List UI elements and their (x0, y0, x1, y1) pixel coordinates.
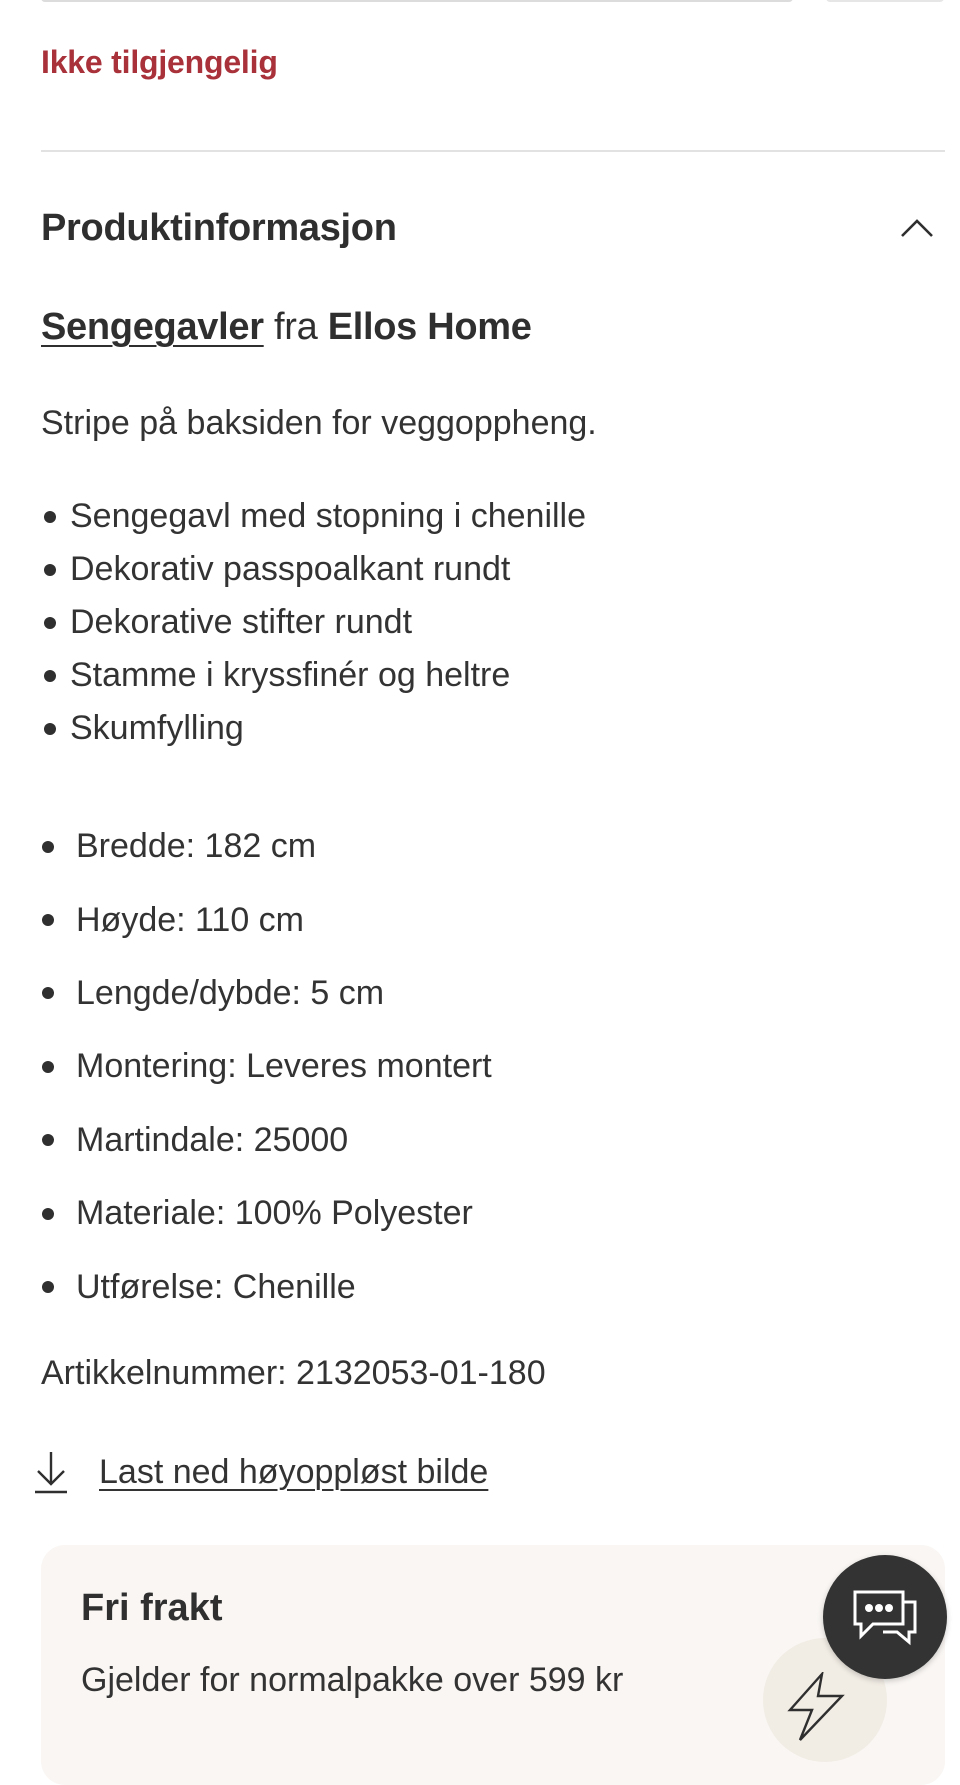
section-divider (41, 150, 945, 152)
spec-item: Bredde: 182 cm (41, 810, 492, 883)
spec-item: Høyde: 110 cm (41, 883, 492, 956)
from-word: fra (273, 306, 318, 348)
download-image-link[interactable] (33, 1450, 488, 1494)
brand-name: Ellos Home (327, 306, 532, 348)
bullet-icon (42, 1061, 54, 1073)
lightning-icon (786, 1672, 846, 1742)
shipping-subtitle: Gjelder for normalpakke over 599 kr (81, 1661, 624, 1699)
chat-button[interactable] (823, 1555, 947, 1679)
download-arrow-icon (33, 1450, 69, 1494)
chat-bubbles-icon (851, 1588, 919, 1646)
feature-item: Sengegavl med stopning i chenille (41, 490, 586, 543)
spec-item: Materiale: 100% Polyester (41, 1177, 492, 1250)
spec-item: Martindale: 25000 (41, 1104, 492, 1177)
bullet-icon (44, 723, 56, 735)
bullet-icon (42, 1134, 54, 1146)
bullet-icon (44, 564, 56, 576)
feature-list (41, 490, 586, 755)
category-brand-line (41, 306, 532, 349)
feature-item: Stamme i kryssfinér og heltre (41, 649, 586, 702)
bullet-icon (42, 987, 54, 999)
quantity-field[interactable] (826, 0, 944, 2)
product-info-accordion-header[interactable] (41, 198, 945, 258)
chevron-up-icon[interactable] (899, 216, 935, 240)
product-description: Stripe på baksiden for veggoppheng. (41, 404, 597, 442)
category-link[interactable]: Sengegavler (41, 306, 264, 348)
bullet-icon (42, 1281, 54, 1293)
bullet-icon (42, 914, 54, 926)
spec-item: Montering: Leveres montert (41, 1030, 492, 1103)
spec-item: Lengde/dybde: 5 cm (41, 957, 492, 1030)
free-shipping-card (41, 1545, 945, 1785)
bullet-icon (44, 617, 56, 629)
feature-item: Dekorative stifter rundt (41, 596, 586, 649)
download-link-label[interactable]: Last ned høyoppløst bilde (99, 1452, 489, 1491)
bullet-icon (44, 670, 56, 682)
feature-item: Dekorativ passpoalkant rundt (41, 543, 586, 596)
section-title: Produktinformasjon (41, 206, 397, 249)
shipping-title: Fri frakt (81, 1587, 223, 1629)
spec-list (41, 810, 492, 1324)
bullet-icon (44, 511, 56, 523)
spec-item: Utførelse: Chenille (41, 1250, 492, 1323)
bullet-icon (42, 841, 54, 853)
article-number: Artikkelnummer: 2132053-01-180 (41, 1354, 546, 1392)
availability-status: Ikke tilgjengelig (41, 44, 278, 80)
feature-item: Skumfylling (41, 702, 586, 755)
bullet-icon (42, 1208, 54, 1220)
size-select-field[interactable] (41, 0, 793, 2)
